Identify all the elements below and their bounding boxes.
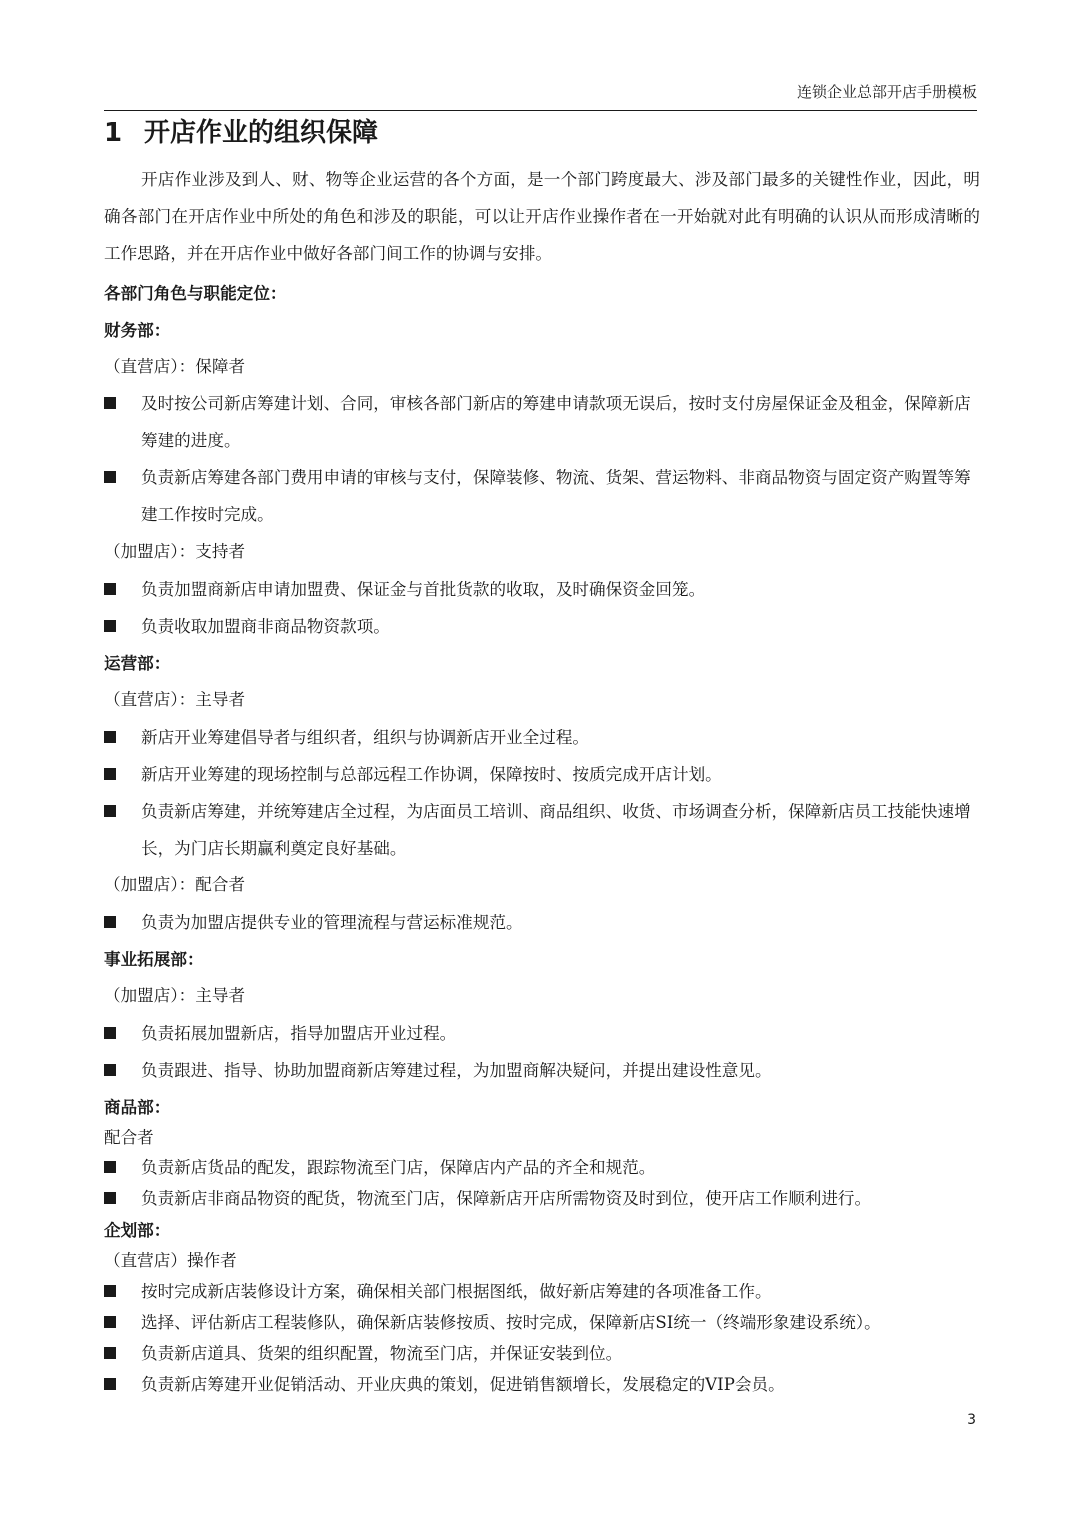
bullet-square-icon <box>104 793 118 830</box>
bullet-square-icon <box>104 1052 118 1089</box>
expansion-title: 事业拓展部： <box>104 949 204 969</box>
running-header <box>104 82 977 111</box>
bullet-square-icon <box>104 719 118 756</box>
list-item: 新店开业筹建的现场控制与总部远程工作协调，保障按时、按质完成开店计划。 <box>104 756 980 793</box>
list-item: 新店开业筹建倡导者与组织者，组织与协调新店开业全过程。 <box>104 719 980 756</box>
bullet-square-icon <box>104 1370 118 1400</box>
bullet-square-icon <box>104 571 118 608</box>
bullet-square-icon <box>104 1184 118 1214</box>
page-number: 3 <box>967 1412 976 1428</box>
bullet-square-icon <box>104 1339 118 1369</box>
bullet-square-icon <box>104 756 118 793</box>
list-item: 负责新店非商品物资的配货，物流至门店，保障新店开店所需物资及时到位，使开店工作顺利进行。 <box>104 1184 980 1214</box>
list-item: 及时按公司新店筹建计划、合同，审核各部门新店的筹建申请款项无误后，按时支付房屋保证金及租金，保障新店筹建的进度。 <box>104 385 980 459</box>
list-item: 负责跟进、指导、协助加盟商新店筹建过程，为加盟商解决疑问，并提出建设性意见。 <box>104 1052 980 1089</box>
list-item: 负责为加盟店提供专业的管理流程与营运标准规范。 <box>104 904 980 941</box>
planning-role: （直营店）操作者 <box>104 1251 237 1270</box>
heading-number: 1 <box>104 118 123 148</box>
bullet-square-icon <box>104 1015 118 1052</box>
bullet-square-icon <box>104 904 118 941</box>
list-item: 负责加盟商新店申请加盟费、保证金与首批货款的收取，及时确保资金回笼。 <box>104 571 980 608</box>
bullet-square-icon <box>104 608 118 645</box>
section-heading <box>104 114 378 152</box>
planning-title: 企划部： <box>104 1220 171 1240</box>
bullet-square-icon <box>104 1277 118 1307</box>
list-item: 负责新店筹建，并统筹建店全过程，为店面员工培训、商品组织、收货、市场调查分析，保障新店员工技能快速增长，为门店长期赢利奠定良好基础。 <box>104 793 980 867</box>
operations-title: 运营部： <box>104 653 171 673</box>
finance-direct-role: （直营店）：保障者 <box>104 357 246 376</box>
operations-direct-role: （直营店）：主导者 <box>104 690 246 709</box>
merchandise-title: 商品部： <box>104 1097 171 1117</box>
list-item: 按时完成新店装修设计方案，确保相关部门根据图纸，做好新店筹建的各项准备工作。 <box>104 1277 980 1307</box>
intro-paragraph: 开店作业涉及到人、财、物等企业运营的各个方面，是一个部门跨度最大、涉及部门最多的关键性作业，因此，明确各部门在开店作业中所处的角色和涉及的职能，可以让开店作业操作者在一开始就对此有明确的认识从而形成清晰的工作思路，并在开店作业中做好各部门间工作的协调与安排。 <box>104 170 980 263</box>
list-item: 负责收取加盟商非商品物资款项。 <box>104 608 980 645</box>
list-item: 负责新店筹建各部门费用申请的审核与支付，保障装修、物流、货架、营运物料、非商品物资与固定资产购置等筹建工作按时完成。 <box>104 459 980 533</box>
finance-franchise-role: （加盟店）：支持者 <box>104 542 246 561</box>
merchandise-role: 配合者 <box>104 1128 154 1147</box>
bullet-square-icon <box>104 459 118 496</box>
list-item: 选择、评估新店工程装修队，确保新店装修按质、按时完成，保障新店SI统一（终端形象建设系统）。 <box>104 1308 980 1338</box>
header-title: 连锁企业总部开店手册模板 <box>796 83 977 101</box>
list-item: 负责新店货品的配发，跟踪物流至门店，保障店内产品的齐全和规范。 <box>104 1153 980 1183</box>
operations-franchise-role: （加盟店）：配合者 <box>104 875 246 894</box>
expansion-franchise-role: （加盟店）：主导者 <box>104 986 246 1005</box>
list-item: 负责拓展加盟新店，指导加盟店开业过程。 <box>104 1015 980 1052</box>
finance-title: 财务部： <box>104 320 171 340</box>
roles-label: 各部门角色与职能定位： <box>104 283 287 303</box>
list-item: 负责新店道具、货架的组织配置，物流至门店，并保证安装到位。 <box>104 1339 980 1369</box>
bullet-square-icon <box>104 1153 118 1183</box>
bullet-square-icon <box>104 385 118 422</box>
bullet-square-icon <box>104 1308 118 1338</box>
heading-title: 开店作业的组织保障 <box>144 118 379 148</box>
list-item: 负责新店筹建开业促销活动、开业庆典的策划，促进销售额增长，发展稳定的VIP会员。 <box>104 1370 980 1400</box>
